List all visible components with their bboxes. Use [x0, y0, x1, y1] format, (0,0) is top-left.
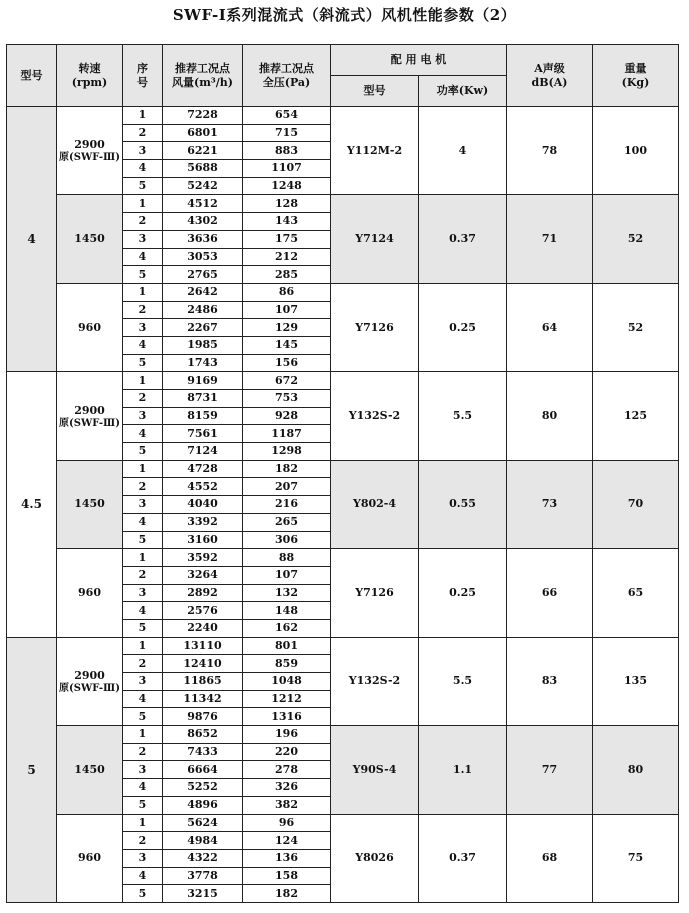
seq-cell: 4: [123, 425, 163, 443]
noise-cell: 64: [507, 283, 593, 371]
table-row: [7, 726, 679, 744]
table-row: [7, 195, 679, 213]
speed-cell: [57, 283, 123, 371]
header-motor-model: 型号: [331, 76, 419, 107]
seq-cell: 3: [123, 761, 163, 779]
seq-cell: 4: [123, 248, 163, 266]
seq-cell: 5: [123, 266, 163, 284]
flow-cell: 8159: [163, 407, 243, 425]
pressure-cell: 753: [243, 390, 331, 408]
pressure-cell: 132: [243, 584, 331, 602]
seq-cell: 2: [123, 743, 163, 761]
flow-cell: 1985: [163, 336, 243, 354]
pressure-cell: 156: [243, 354, 331, 372]
pressure-cell: 207: [243, 478, 331, 496]
speed-note: 原(SWF-Ⅲ): [59, 682, 120, 694]
header-flow-line2: 风量(m³/h): [172, 75, 233, 89]
speed-value: 1450: [74, 232, 105, 246]
flow-cell: 3264: [163, 566, 243, 584]
speed-cell: [57, 107, 123, 195]
pressure-cell: 1212: [243, 690, 331, 708]
flow-cell: 11865: [163, 673, 243, 691]
motor-model-cell: Y7124: [331, 195, 419, 283]
speed-note: 原(SWF-Ⅲ): [59, 417, 120, 429]
pressure-cell: 326: [243, 779, 331, 797]
header-speed-line1: 转速: [78, 61, 101, 75]
motor-model-cell: Y132S-2: [331, 372, 419, 460]
flow-cell: 2486: [163, 301, 243, 319]
pressure-cell: 148: [243, 602, 331, 620]
flow-cell: 7433: [163, 743, 243, 761]
pressure-cell: 883: [243, 142, 331, 160]
pressure-cell: 1107: [243, 160, 331, 178]
flow-cell: 9169: [163, 372, 243, 390]
flow-cell: 12410: [163, 655, 243, 673]
motor-model-cell: Y132S-2: [331, 637, 419, 725]
pressure-cell: 143: [243, 213, 331, 231]
flow-cell: 2240: [163, 619, 243, 637]
pressure-cell: 182: [243, 460, 331, 478]
seq-cell: 1: [123, 637, 163, 655]
pressure-cell: 1316: [243, 708, 331, 726]
pressure-cell: 715: [243, 124, 331, 142]
pressure-cell: 285: [243, 266, 331, 284]
speed-cell: [57, 637, 123, 725]
flow-cell: 3636: [163, 230, 243, 248]
pressure-cell: 107: [243, 301, 331, 319]
fan-performance-table: [6, 44, 679, 903]
seq-cell: 1: [123, 549, 163, 567]
pressure-cell: 672: [243, 372, 331, 390]
pressure-cell: 182: [243, 885, 331, 903]
noise-cell: 66: [507, 549, 593, 637]
motor-model-cell: Y112M-2: [331, 107, 419, 195]
seq-cell: 3: [123, 230, 163, 248]
flow-cell: 5242: [163, 177, 243, 195]
header-pressure: [243, 45, 331, 107]
pressure-cell: 158: [243, 867, 331, 885]
seq-cell: 5: [123, 796, 163, 814]
speed-value: 1450: [74, 762, 105, 776]
pressure-cell: 129: [243, 319, 331, 337]
seq-cell: 5: [123, 531, 163, 549]
header-motor: 配 用 电 机: [331, 45, 507, 76]
flow-cell: 3592: [163, 549, 243, 567]
header-motor-power: 功率(Kw): [419, 76, 507, 107]
motor-power-cell: 5.5: [419, 637, 507, 725]
pressure-cell: 162: [243, 619, 331, 637]
pressure-cell: 278: [243, 761, 331, 779]
flow-cell: 2267: [163, 319, 243, 337]
pressure-cell: 124: [243, 832, 331, 850]
flow-cell: 8652: [163, 726, 243, 744]
flow-cell: 6664: [163, 761, 243, 779]
flow-cell: 7561: [163, 425, 243, 443]
seq-cell: 2: [123, 478, 163, 496]
pressure-cell: 928: [243, 407, 331, 425]
seq-cell: 1: [123, 814, 163, 832]
model-cell: 4.5: [7, 372, 57, 637]
seq-cell: 3: [123, 496, 163, 514]
speed-cell: [57, 814, 123, 902]
motor-power-cell: 0.25: [419, 549, 507, 637]
pressure-cell: 1248: [243, 177, 331, 195]
seq-cell: 1: [123, 107, 163, 125]
seq-cell: 4: [123, 690, 163, 708]
pressure-cell: 96: [243, 814, 331, 832]
pressure-cell: 175: [243, 230, 331, 248]
header-pressure-line1: 推荐工况点: [259, 61, 314, 75]
table-row: [7, 283, 679, 301]
seq-cell: 2: [123, 655, 163, 673]
seq-cell: 4: [123, 160, 163, 178]
motor-model-cell: Y7126: [331, 283, 419, 371]
seq-cell: 4: [123, 336, 163, 354]
header-flow-line1: 推荐工况点: [175, 61, 230, 75]
seq-cell: 5: [123, 443, 163, 461]
seq-cell: 1: [123, 372, 163, 390]
table-row: [7, 814, 679, 832]
seq-cell: 5: [123, 885, 163, 903]
weight-cell: 100: [593, 107, 679, 195]
speed-value: 2900: [74, 668, 105, 682]
pressure-cell: 1048: [243, 673, 331, 691]
seq-cell: 3: [123, 319, 163, 337]
header-flow: [163, 45, 243, 107]
header-noise: [507, 45, 593, 107]
pressure-cell: 145: [243, 336, 331, 354]
weight-cell: 52: [593, 195, 679, 283]
seq-cell: 2: [123, 301, 163, 319]
flow-cell: 4040: [163, 496, 243, 514]
table-body: [7, 107, 679, 903]
header-model: 型号: [7, 45, 57, 107]
pressure-cell: 265: [243, 513, 331, 531]
flow-cell: 4302: [163, 213, 243, 231]
seq-cell: 2: [123, 213, 163, 231]
speed-cell: [57, 195, 123, 283]
speed-value: 2900: [74, 138, 105, 152]
flow-cell: 8731: [163, 390, 243, 408]
motor-power-cell: 0.37: [419, 814, 507, 902]
table-row: [7, 372, 679, 390]
seq-cell: 3: [123, 849, 163, 867]
pressure-cell: 86: [243, 283, 331, 301]
pressure-cell: 212: [243, 248, 331, 266]
pressure-cell: 128: [243, 195, 331, 213]
flow-cell: 4984: [163, 832, 243, 850]
flow-cell: 4728: [163, 460, 243, 478]
flow-cell: 3215: [163, 885, 243, 903]
header-weight-line2: (Kg): [621, 75, 650, 89]
seq-cell: 3: [123, 407, 163, 425]
speed-value: 960: [78, 320, 101, 334]
seq-cell: 4: [123, 513, 163, 531]
seq-cell: 2: [123, 832, 163, 850]
weight-cell: 135: [593, 637, 679, 725]
header-noise-line2: dB(A): [531, 75, 568, 89]
pressure-cell: 136: [243, 849, 331, 867]
speed-cell: [57, 372, 123, 460]
motor-model-cell: Y90S-4: [331, 726, 419, 814]
speed-value: 1450: [74, 497, 105, 511]
weight-cell: 52: [593, 283, 679, 371]
speed-value: 960: [78, 851, 101, 865]
pressure-cell: 88: [243, 549, 331, 567]
seq-cell: 4: [123, 602, 163, 620]
motor-power-cell: 0.37: [419, 195, 507, 283]
noise-cell: 78: [507, 107, 593, 195]
noise-cell: 80: [507, 372, 593, 460]
seq-cell: 2: [123, 390, 163, 408]
flow-cell: 9876: [163, 708, 243, 726]
table-row: [7, 549, 679, 567]
flow-cell: 13110: [163, 637, 243, 655]
flow-cell: 2765: [163, 266, 243, 284]
seq-cell: 3: [123, 584, 163, 602]
header-speed: [57, 45, 123, 107]
flow-cell: 5624: [163, 814, 243, 832]
flow-cell: 3160: [163, 531, 243, 549]
model-cell: 5: [7, 637, 57, 902]
pressure-cell: 1187: [243, 425, 331, 443]
motor-model-cell: Y7126: [331, 549, 419, 637]
header-weight-line1: 重量: [624, 61, 647, 75]
flow-cell: 2642: [163, 283, 243, 301]
motor-power-cell: 0.25: [419, 283, 507, 371]
flow-cell: 3392: [163, 513, 243, 531]
table-row: [7, 107, 679, 125]
flow-cell: 4322: [163, 849, 243, 867]
noise-cell: 77: [507, 726, 593, 814]
pressure-cell: 382: [243, 796, 331, 814]
seq-cell: 5: [123, 354, 163, 372]
flow-cell: 3053: [163, 248, 243, 266]
pressure-cell: 859: [243, 655, 331, 673]
seq-cell: 5: [123, 619, 163, 637]
speed-cell: [57, 460, 123, 548]
motor-model-cell: Y802-4: [331, 460, 419, 548]
flow-cell: 3778: [163, 867, 243, 885]
pressure-cell: 1298: [243, 443, 331, 461]
seq-cell: 4: [123, 867, 163, 885]
flow-cell: 2892: [163, 584, 243, 602]
model-cell: 4: [7, 107, 57, 372]
motor-power-cell: 1.1: [419, 726, 507, 814]
flow-cell: 4896: [163, 796, 243, 814]
flow-cell: 7228: [163, 107, 243, 125]
motor-power-cell: 4: [419, 107, 507, 195]
pressure-cell: 801: [243, 637, 331, 655]
header-noise-line1: A声级: [534, 61, 565, 75]
header-pressure-line2: 全压(Pa): [262, 75, 311, 89]
weight-cell: 80: [593, 726, 679, 814]
flow-cell: 4512: [163, 195, 243, 213]
flow-cell: 6221: [163, 142, 243, 160]
noise-cell: 68: [507, 814, 593, 902]
speed-value: 960: [78, 585, 101, 599]
seq-cell: 3: [123, 142, 163, 160]
flow-cell: 5688: [163, 160, 243, 178]
flow-cell: 11342: [163, 690, 243, 708]
seq-cell: 2: [123, 124, 163, 142]
header-weight: [593, 45, 679, 107]
seq-cell: 5: [123, 708, 163, 726]
table-row: [7, 460, 679, 478]
weight-cell: 70: [593, 460, 679, 548]
seq-cell: 1: [123, 460, 163, 478]
pressure-cell: 306: [243, 531, 331, 549]
speed-cell: [57, 549, 123, 637]
noise-cell: 73: [507, 460, 593, 548]
seq-cell: 1: [123, 195, 163, 213]
header-seq-line2: 号: [137, 75, 148, 89]
pressure-cell: 220: [243, 743, 331, 761]
pressure-cell: 654: [243, 107, 331, 125]
noise-cell: 71: [507, 195, 593, 283]
weight-cell: 125: [593, 372, 679, 460]
motor-power-cell: 5.5: [419, 372, 507, 460]
header-speed-line2: (rpm): [71, 75, 108, 89]
pressure-cell: 196: [243, 726, 331, 744]
seq-cell: 1: [123, 283, 163, 301]
motor-power-cell: 0.55: [419, 460, 507, 548]
speed-note: 原(SWF-Ⅲ): [59, 152, 120, 164]
pressure-cell: 216: [243, 496, 331, 514]
seq-cell: 1: [123, 726, 163, 744]
table-row: [7, 637, 679, 655]
speed-value: 2900: [74, 403, 105, 417]
flow-cell: 2576: [163, 602, 243, 620]
weight-cell: 75: [593, 814, 679, 902]
motor-model-cell: Y8026: [331, 814, 419, 902]
seq-cell: 5: [123, 177, 163, 195]
flow-cell: 5252: [163, 779, 243, 797]
header-seq: [123, 45, 163, 107]
flow-cell: 6801: [163, 124, 243, 142]
noise-cell: 83: [507, 637, 593, 725]
header-seq-line1: 序: [137, 61, 148, 75]
pressure-cell: 107: [243, 566, 331, 584]
weight-cell: 65: [593, 549, 679, 637]
page-title: SWF-Ⅰ系列混流式（斜流式）风机性能参数（2）: [172, 6, 517, 24]
flow-cell: 1743: [163, 354, 243, 372]
seq-cell: 2: [123, 566, 163, 584]
seq-cell: 3: [123, 673, 163, 691]
speed-cell: [57, 726, 123, 814]
seq-cell: 4: [123, 779, 163, 797]
flow-cell: 7124: [163, 443, 243, 461]
flow-cell: 4552: [163, 478, 243, 496]
